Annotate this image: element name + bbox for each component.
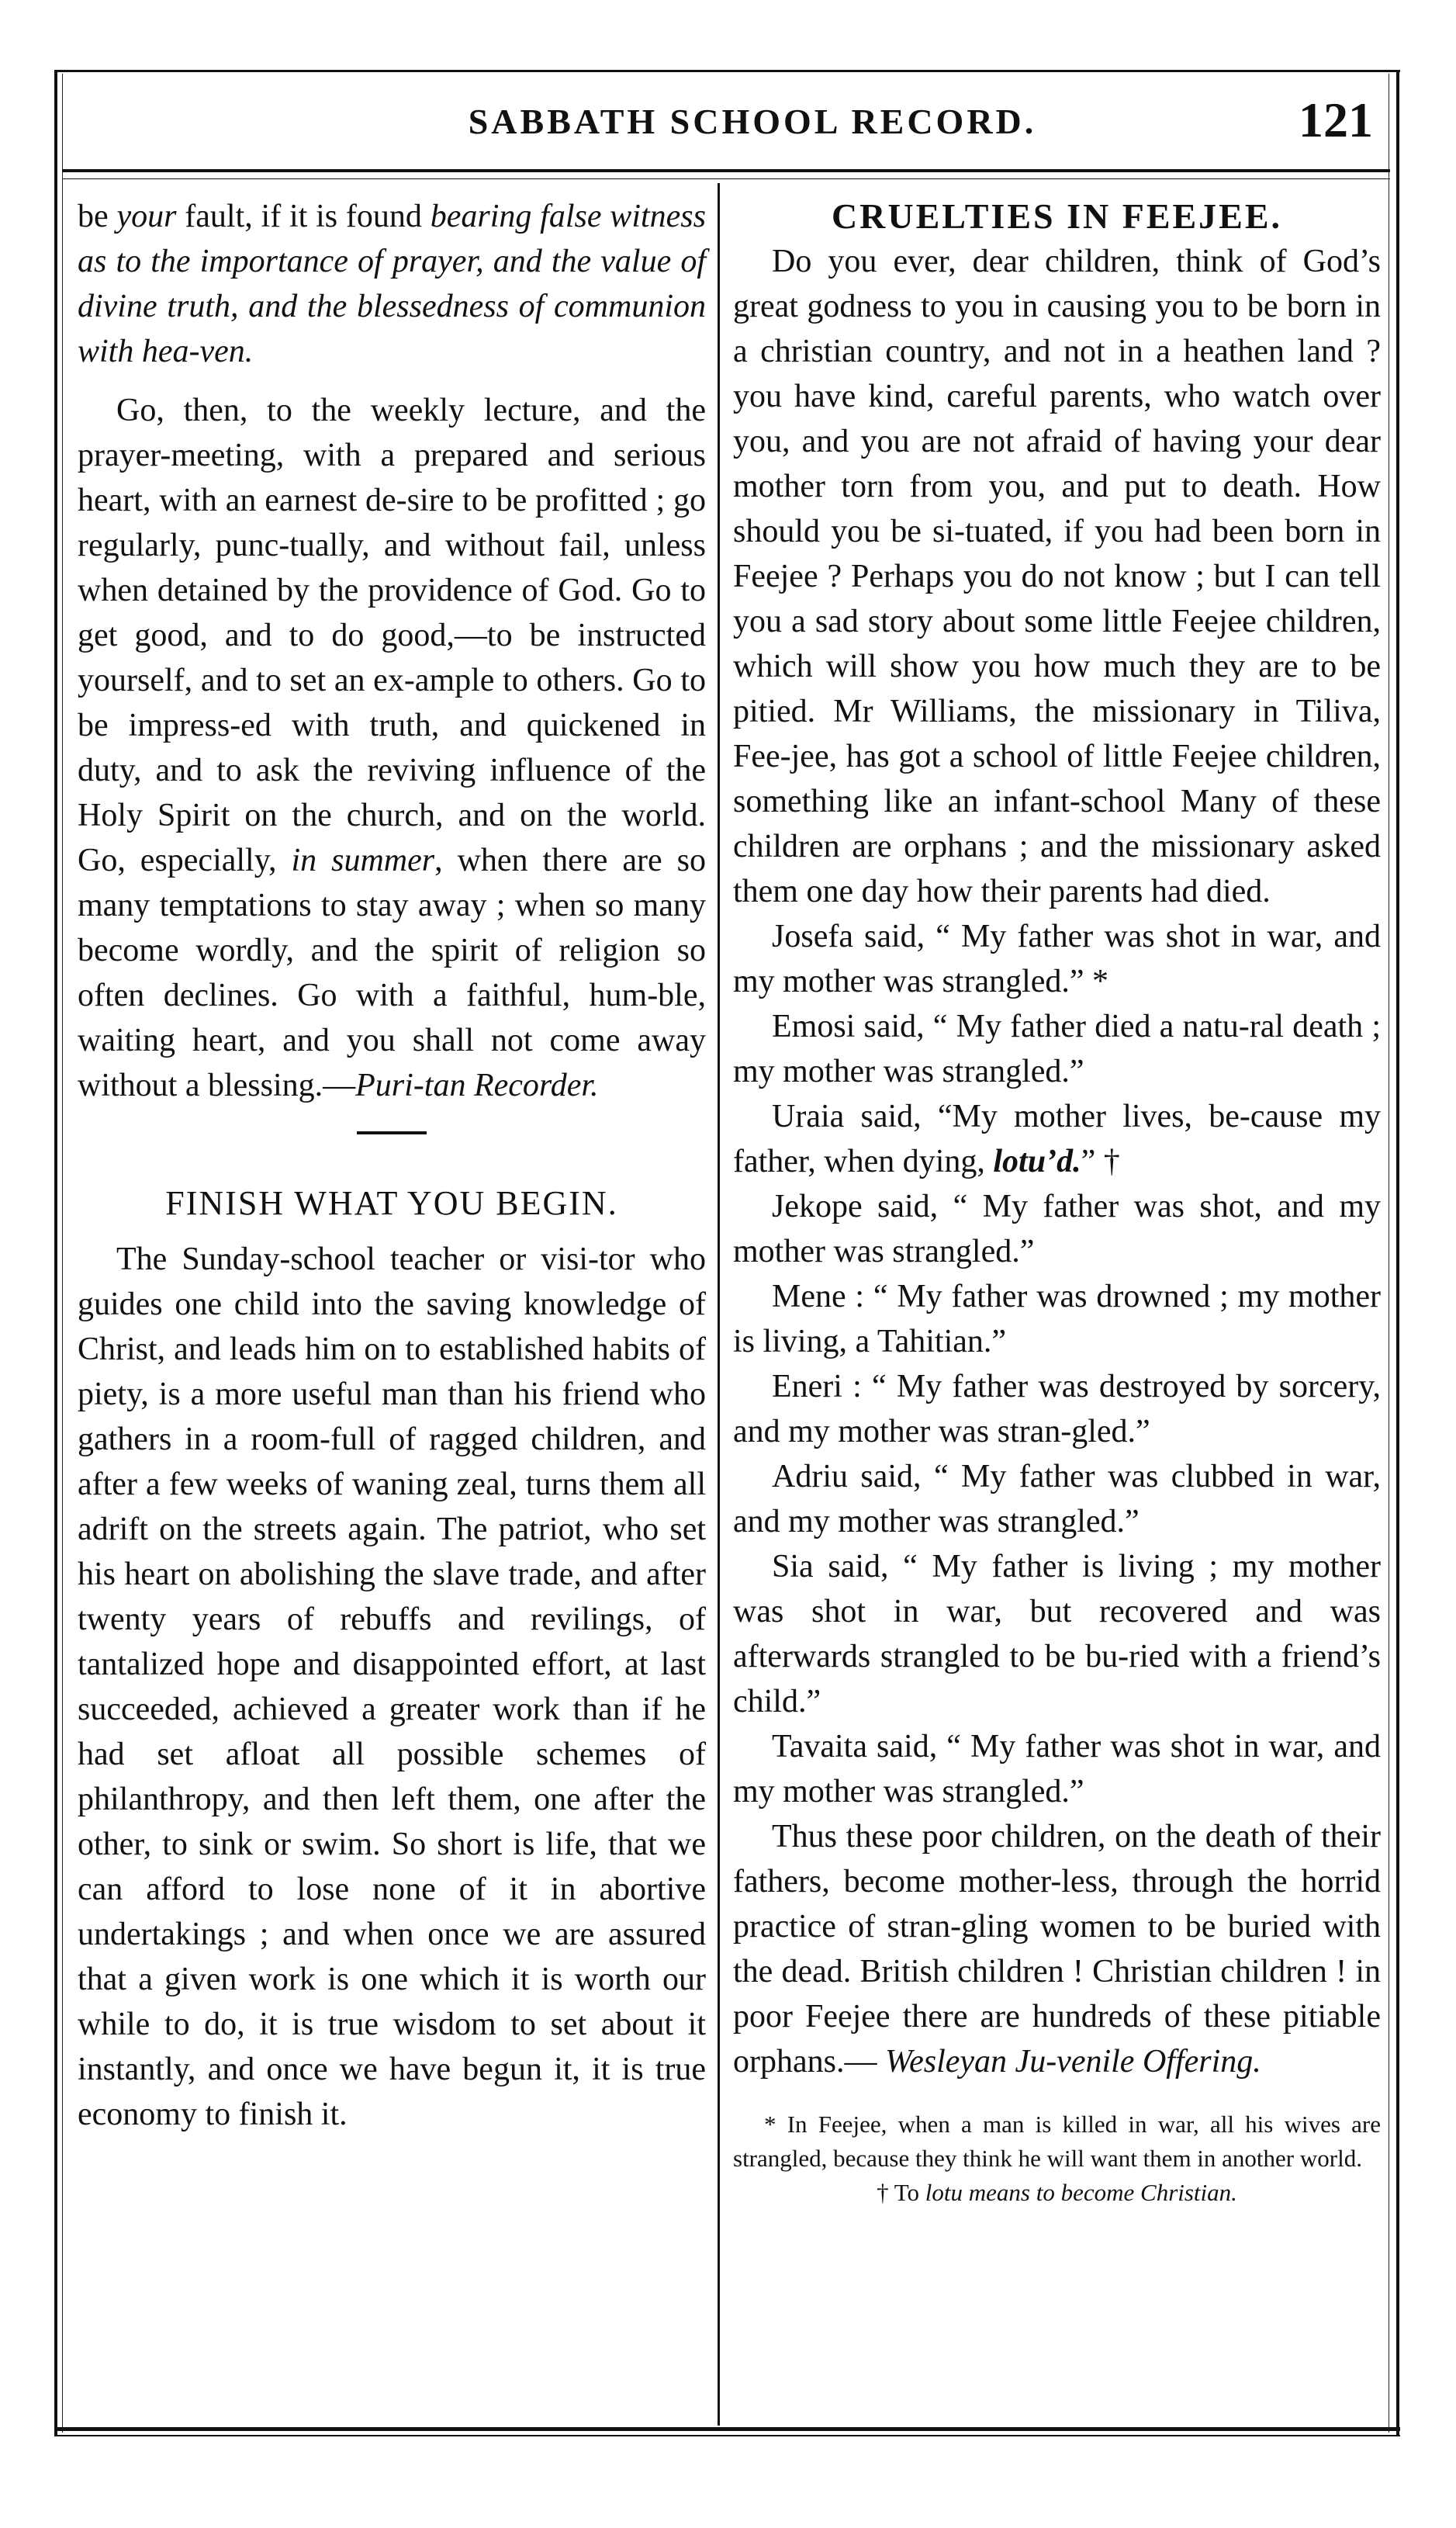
closing-text-a: Thus these poor children, on the death of their fathers, become mother-less, through the horrid practice of stran-gling women to be buried with the dead. British children ! Christian children ! in poor Feejee there are hundreds of these pitiable orphans.— [733, 1819, 1381, 2080]
adriu-paragraph: Adriu said, “ My father was clubbed in war, and my mother was strangled.” [733, 1459, 1381, 1539]
left-column [78, 194, 706, 2137]
tavaita-paragraph: Tavaita said, “ My father was shot in war, and my mother was strangled.” [733, 1729, 1381, 1809]
josefa-paragraph: Josefa said, “ My father was shot in war, and my mother was strangled.” * [733, 919, 1381, 999]
header-thick-rule [62, 169, 1390, 172]
closing-paragraph [733, 1814, 1381, 2084]
fn2-text-b: lotu [925, 2179, 963, 2206]
frame-right-rule [1396, 70, 1399, 2436]
feejee-heading: CRUELTIES IN FEEJEE. [831, 196, 1283, 236]
eneri-paragraph: Eneri : “ My father was destroyed by sorcery, and my mother was stran-gled.” [733, 1369, 1381, 1449]
header-thin-rule [62, 178, 1390, 179]
weekly-lecture-paragraph [78, 388, 706, 1108]
uraia-text-c: ” † [1081, 1144, 1120, 1179]
frame-bottom-rule [54, 2427, 1400, 2431]
mene-paragraph: Mene : “ My father was drowned ; my mother is living, a Tahitian.” [733, 1279, 1381, 1359]
finish-paragraph: The Sunday-school teacher or visi-tor who guides one child into the saving knowledge of Christ, and leads him on to established habits of piety, is a more useful man than his friend who gathers in a room-full of ragged children, and after a few weeks of waning zeal, turns them all adrift on the streets again. The patriot, who set his heart on abolishing the slave trade, and after twenty years of rebuffs and revilings, of tantalized hope and disappointed effort, at last succeeded, achieved a greater work than if he had set afloat all possible schemes of philanthropy, and then left them, one after the other, to sink or swim. So short is life, that we can afford to lose none of it in abortive undertakings ; and when once we are assured that a given work is one which it is worth our while to do, it is true wisdom to set about it instantly, and once we have begun it, it is true economy to finish it. [78, 1241, 706, 2132]
uraia-paragraph [733, 1094, 1381, 1184]
sia-paragraph: Sia said, “ My father is living ; my mother was shot in war, but recovered and was afterwards strangled to be bu-ried with a friend’s child.” [733, 1549, 1381, 1719]
footnote-asterisk: * In Feejee, when a man is killed in war, all his wives are strangled, because they think he will want them in another world. [733, 2111, 1381, 2172]
cont-text-c: fault, if it is found [176, 199, 431, 234]
page-number: 121 [1299, 92, 1373, 147]
emosi-paragraph: Emosi said, “ My father died a natu-ral death ; my mother was strangled.” [733, 1009, 1381, 1089]
finish-heading: FINISH WHAT YOU BEGIN. [165, 1184, 618, 1222]
uraia-text-b: lotu’d. [993, 1144, 1081, 1179]
cont-text-a: be [78, 199, 117, 234]
para2-text-b: in summer [291, 843, 435, 878]
right-column [733, 194, 1381, 2210]
frame-bottom-thin-rule [54, 2435, 1400, 2436]
fn2-text-c: means to become Christian. [963, 2179, 1237, 2206]
continued-paragraph [78, 194, 706, 374]
feejee-intro-paragraph: Do you ever, dear children, think of God’s great godness to you in causing you to be born in a christian country, and not in a heathen land ? you have kind, careful parents, who watch over you, and you are not afraid of having your dear mother torn from you, and put to death. How should you be si-tuated, if you had been born in Feejee ? Perhaps you do not know ; but I can tell you a sad story about some little Feejee children, which will show you how much they are to be pitied. Mr Williams, the missionary in Tiliva, Fee-jee, has got a school of little Feejee children, something like an infant-school Many of these children are orphans ; and the missionary asked them one day how their parents had died. [733, 244, 1381, 909]
para2-text-c: , when there are so many temptations to stay away ; when so many become wordly, and the spirit of religion so often declines. Go with a faithful, hum-ble, waiting heart, and you shall not come away without a blessing.— [78, 843, 707, 1103]
para2-text-a: Go, then, to the weekly lecture, and the prayer-meeting, with a prepared and serious heart, with an earnest de-sire to be profitted ; go regularly, punc-tually, and without fail, unless when detained by the providence of God. Go to get good, and to do good,—to be instructed yourself, and to set an ex-ample to others. Go to be impress-ed with truth, and quickened in duty, and to ask the reviving influence of the Holy Spirit on the church, and on the world. Go, especially, [78, 393, 706, 878]
closing-source: Wesleyan Ju-venile Offering. [884, 2044, 1261, 2080]
uraia-text-a: Uraia said, “My mother lives, be-cause my father, when dying, [733, 1099, 1381, 1179]
jekope-paragraph: Jekope said, “ My father was shot, and my mother was strangled.” [733, 1189, 1381, 1269]
footnote-dagger [733, 2176, 1381, 2210]
section-separator [357, 1131, 427, 1134]
cont-text-b: your [116, 199, 177, 234]
para2-source: Puri-tan Recorder. [355, 1068, 599, 1103]
fn2-text-a: † To [877, 2179, 925, 2206]
frame-left-rule [54, 70, 57, 2436]
footnote-gap [733, 2084, 1381, 2107]
frame-left-inner-rule [62, 74, 63, 2433]
frame-top-rule [54, 70, 1400, 72]
column-divider [718, 183, 720, 2426]
running-title: SABBATH SCHOOL RECORD. [468, 102, 1037, 141]
cont-text-d: bearing false witness as to the importance of prayer, and the value of divine truth, and the blessedness of communion with hea-ven. [78, 199, 706, 369]
